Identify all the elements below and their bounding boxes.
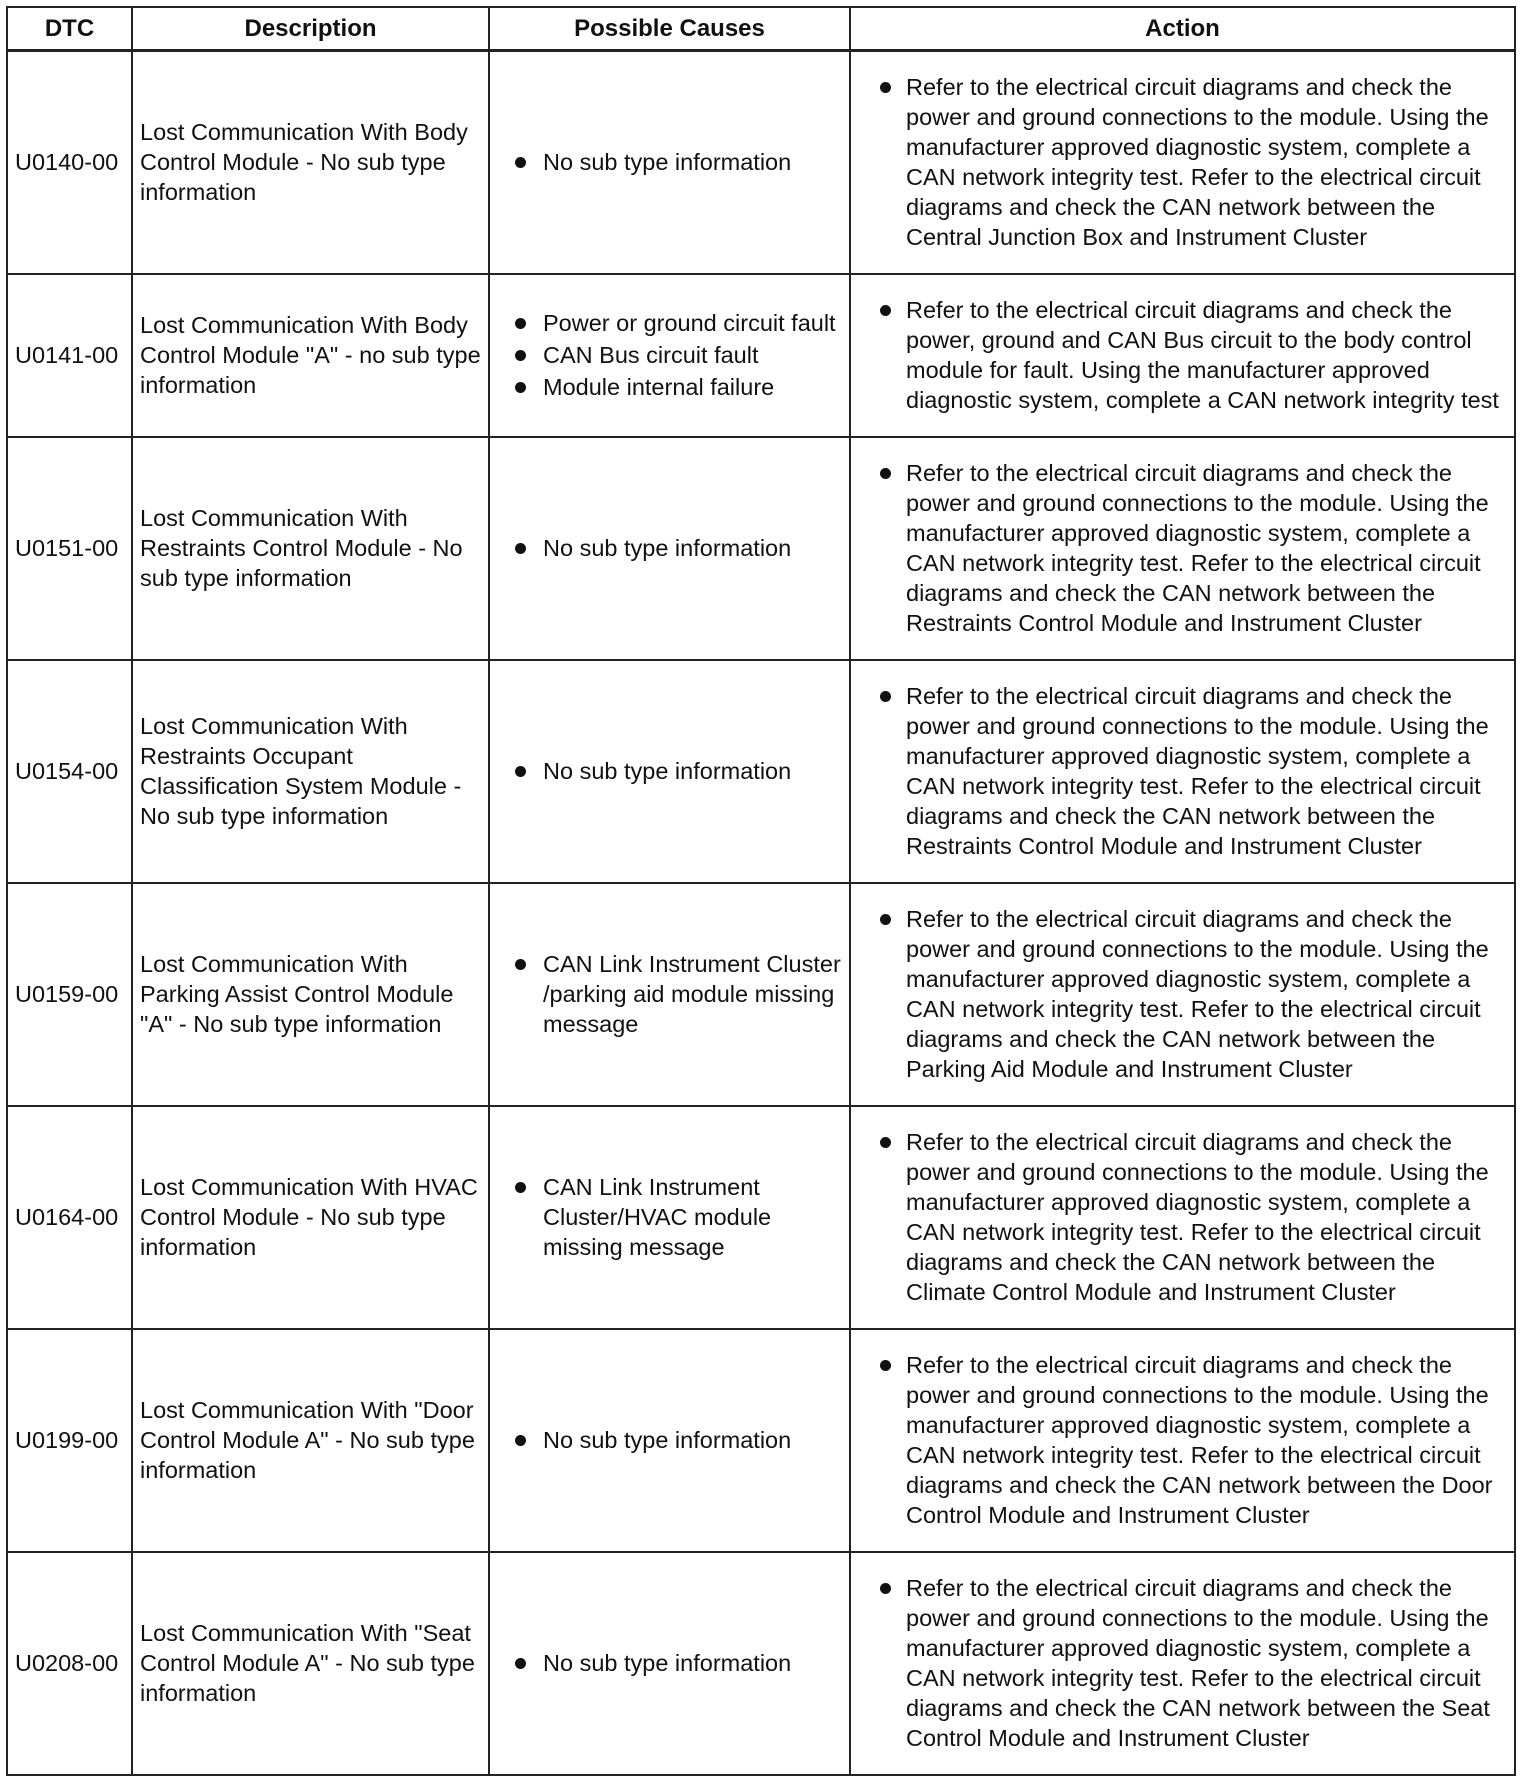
header-possible-causes: Possible Causes <box>489 7 850 51</box>
table-header-row <box>7 7 1515 51</box>
action-item: Refer to the electrical circuit diagrams and check the power and ground connections to the module. Using the manufacturer approved diagnostic system, complete a CAN network integrity test. Refer to the electrical circuit diagrams and check the CAN network between the Central Junction Box and Instrument Cluster <box>858 72 1507 252</box>
description-cell: Lost Communication With "Seat Control Module A" - No sub type information <box>132 1552 489 1775</box>
table-row <box>7 1552 1515 1775</box>
action-item: Refer to the electrical circuit diagrams and check the power and ground connections to the module. Using the manufacturer approved diagnostic system, complete a CAN network integrity test. Refer to the electrical circuit diagrams and check the CAN network between the Restraints Control Module and Instrument Cluster <box>858 458 1507 638</box>
action-cell <box>850 274 1515 437</box>
dtc-code: U0151-00 <box>7 437 132 660</box>
header-description: Description <box>132 7 489 51</box>
causes-cell <box>489 51 850 274</box>
causes-cell <box>489 883 850 1106</box>
description-cell: Lost Communication With Body Control Module "A" - no sub type information <box>132 274 489 437</box>
causes-cell <box>489 660 850 883</box>
action-cell <box>850 51 1515 274</box>
description-cell: Lost Communication With HVAC Control Module - No sub type information <box>132 1106 489 1329</box>
description-cell: Lost Communication With Restraints Control Module - No sub type information <box>132 437 489 660</box>
action-cell <box>850 660 1515 883</box>
cause-item: Power or ground circuit fault <box>497 308 842 338</box>
action-item: Refer to the electrical circuit diagrams and check the power and ground connections to the module. Using the manufacturer approved diagnostic system, complete a CAN network integrity test. Refer to the electrical circuit diagrams and check the CAN network between the Parking Aid Module and Instrument Cluster <box>858 904 1507 1084</box>
cause-item: Module internal failure <box>497 372 842 402</box>
causes-cell <box>489 437 850 660</box>
cause-item: CAN Link Instrument Cluster /parking aid module missing message <box>497 949 842 1039</box>
table-row <box>7 437 1515 660</box>
dtc-code: U0159-00 <box>7 883 132 1106</box>
cause-item: CAN Bus circuit fault <box>497 340 842 370</box>
action-item: Refer to the electrical circuit diagrams and check the power, ground and CAN Bus circuit to the body control module for fault. Using the manufacturer approved diagnostic system, complete a CAN network integrity test <box>858 295 1507 415</box>
table-row <box>7 51 1515 274</box>
action-cell <box>850 1552 1515 1775</box>
cause-item: No sub type information <box>497 1648 842 1678</box>
dtc-code: U0154-00 <box>7 660 132 883</box>
dtc-code: U0140-00 <box>7 51 132 274</box>
cause-item: No sub type information <box>497 533 842 563</box>
action-cell <box>850 1329 1515 1552</box>
causes-cell <box>489 274 850 437</box>
cause-item: No sub type information <box>497 756 842 786</box>
table-row <box>7 883 1515 1106</box>
table-row <box>7 274 1515 437</box>
causes-cell <box>489 1329 850 1552</box>
dtc-table <box>6 6 1516 1776</box>
description-cell: Lost Communication With Restraints Occupant Classification System Module - No sub type information <box>132 660 489 883</box>
cause-item: No sub type information <box>497 1425 842 1455</box>
causes-cell <box>489 1552 850 1775</box>
table-row <box>7 660 1515 883</box>
dtc-code: U0208-00 <box>7 1552 132 1775</box>
description-cell: Lost Communication With "Door Control Module A" - No sub type information <box>132 1329 489 1552</box>
action-item: Refer to the electrical circuit diagrams and check the power and ground connections to the module. Using the manufacturer approved diagnostic system, complete a CAN network integrity test. Refer to the electrical circuit diagrams and check the CAN network between the Door Control Module and Instrument Cluster <box>858 1350 1507 1530</box>
description-cell: Lost Communication With Body Control Module - No sub type information <box>132 51 489 274</box>
cause-item: No sub type information <box>497 147 842 177</box>
action-cell <box>850 1106 1515 1329</box>
table-row <box>7 1106 1515 1329</box>
header-action: Action <box>850 7 1515 51</box>
action-cell <box>850 883 1515 1106</box>
dtc-code: U0199-00 <box>7 1329 132 1552</box>
dtc-code: U0141-00 <box>7 274 132 437</box>
action-item: Refer to the electrical circuit diagrams and check the power and ground connections to the module. Using the manufacturer approved diagnostic system, complete a CAN network integrity test. Refer to the electrical circuit diagrams and check the CAN network between the Climate Control Module and Instrument Cluster <box>858 1127 1507 1307</box>
header-dtc: DTC <box>7 7 132 51</box>
dtc-code: U0164-00 <box>7 1106 132 1329</box>
cause-item: CAN Link Instrument Cluster/HVAC module missing message <box>497 1172 842 1262</box>
action-item: Refer to the electrical circuit diagrams and check the power and ground connections to the module. Using the manufacturer approved diagnostic system, complete a CAN network integrity test. Refer to the electrical circuit diagrams and check the CAN network between the Seat Control Module and Instrument Cluster <box>858 1573 1507 1753</box>
description-cell: Lost Communication With Parking Assist Control Module "A" - No sub type information <box>132 883 489 1106</box>
causes-cell <box>489 1106 850 1329</box>
action-cell <box>850 437 1515 660</box>
table-row <box>7 1329 1515 1552</box>
action-item: Refer to the electrical circuit diagrams and check the power and ground connections to the module. Using the manufacturer approved diagnostic system, complete a CAN network integrity test. Refer to the electrical circuit diagrams and check the CAN network between the Restraints Control Module and Instrument Cluster <box>858 681 1507 861</box>
